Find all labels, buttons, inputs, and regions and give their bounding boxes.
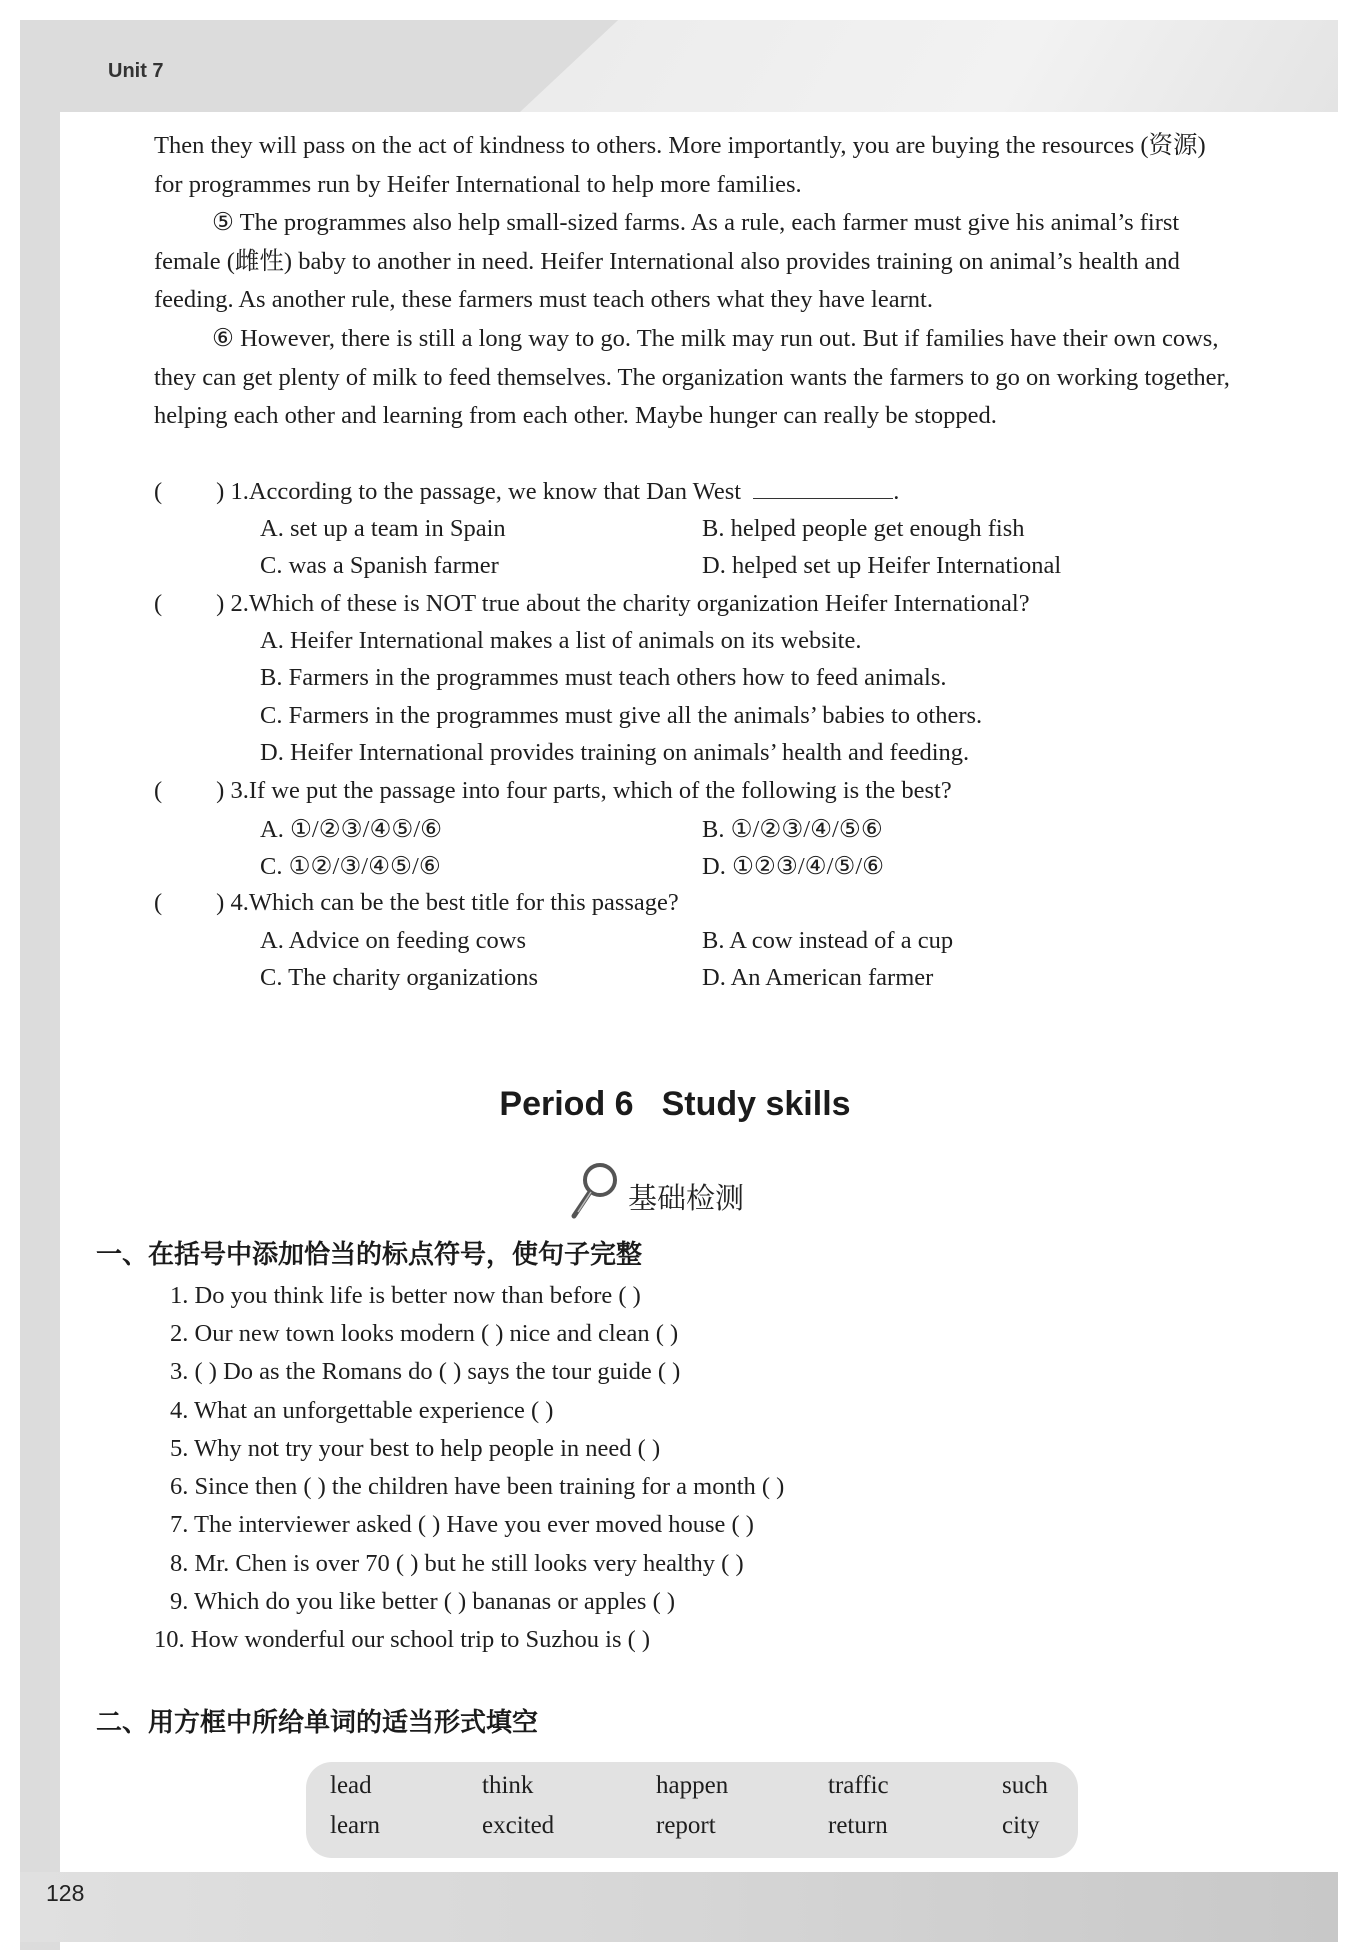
passage-paragraph-6: ⑥ However, there is still a long way to go. The milk may run out. But if families have their own cows, they can get plenty of milk to feed themselves. The organization wants the farmers to go on working together, helping each other and learning from each other. Maybe hunger can really be stopped. [154, 324, 1230, 430]
word-such: such [1002, 1772, 1048, 1799]
passage-paragraph-1: Then they will pass on the act of kindness to others. More importantly, you are buying the resources (资源) for programmes run by Heifer International to help more families. [154, 132, 1206, 198]
period-number: Period 6 [499, 1085, 634, 1123]
word-think: think [482, 1772, 534, 1799]
option-c[interactable]: C. ①②/③/④⑤/⑥ [260, 853, 441, 880]
footer-band [20, 1872, 1338, 1942]
answer-paren-open: ( [154, 590, 163, 617]
list-item[interactable]: 8. Mr. Chen is over 70 ( ) but he still looks very healthy ( ) [170, 1550, 744, 1577]
question-1 [154, 478, 899, 506]
answer-paren-open: ( [154, 478, 163, 505]
list-item[interactable]: 7. The interviewer asked ( ) Have you ever moved house ( ) [170, 1511, 754, 1538]
answer-paren-close: ) [216, 889, 225, 916]
question-4 [154, 889, 679, 917]
option-c[interactable]: C. Farmers in the programmes must give all the animals’ babies to others. [260, 702, 983, 729]
word-excited: excited [482, 1812, 555, 1839]
reading-passage [154, 127, 1234, 436]
list-item[interactable]: 10. How wonderful our school trip to Suzhou is ( ) [154, 1626, 651, 1653]
question-tail: . [893, 478, 900, 505]
question-2 [154, 590, 1030, 618]
word-city: city [1002, 1812, 1040, 1839]
question-stem: If we put the passage into four parts, which of the following is the best? [248, 777, 952, 804]
option-a[interactable]: A. ①/②③/④⑤/⑥ [260, 816, 443, 843]
answer-paren-close: ) [216, 478, 225, 505]
answer-paren-close: ) [216, 777, 225, 804]
list-item[interactable]: 1. Do you think life is better now than before ( ) [170, 1282, 641, 1309]
word-lead: lead [330, 1772, 372, 1799]
option-a[interactable]: A. Advice on feeding cows [260, 927, 527, 954]
basic-check-label: 基础检测 [628, 1181, 745, 1215]
answer-paren-open: ( [154, 777, 163, 804]
word-report: report [656, 1812, 716, 1839]
option-c[interactable]: C. The charity organizations [260, 964, 539, 991]
question-number: 3. [230, 777, 249, 804]
option-c[interactable]: C. was a Spanish farmer [260, 552, 499, 579]
magnifier-icon [568, 1160, 624, 1220]
word-happen: happen [656, 1772, 729, 1799]
word-return: return [828, 1812, 888, 1839]
question-stem: Which can be the best title for this passage? [248, 889, 679, 916]
option-b[interactable]: B. ①/②③/④/⑤⑥ [702, 816, 883, 843]
option-d[interactable]: D. An American farmer [702, 964, 934, 991]
word-box [306, 1762, 1078, 1858]
option-b[interactable]: B. helped people get enough fish [702, 515, 1025, 542]
list-item[interactable]: 4. What an unforgettable experience ( ) [170, 1397, 554, 1424]
unit-label: Unit 7 [108, 60, 164, 82]
section-2-heading: 二、用方框中所给单词的适当形式填空 [96, 1708, 539, 1738]
section-1-heading: 一、在括号中添加恰当的标点符号，使句子完整 [96, 1240, 643, 1270]
option-a[interactable]: A. set up a team in Spain [260, 515, 506, 542]
question-3 [154, 777, 952, 805]
list-item[interactable]: 2. Our new town looks modern ( ) nice and clean ( ) [170, 1320, 679, 1347]
option-b[interactable]: B. Farmers in the programmes must teach others how to feed animals. [260, 664, 947, 691]
passage-paragraph-5: ⑤ The programmes also help small-sized farms. As a rule, each farmer must give his animal’s first female (雌性) baby to another in need. Heifer International also provides training on animal’s health and feeding. As another rule, these farmers must teach others what they have learnt. [154, 209, 1180, 314]
question-number: 1. [230, 478, 249, 505]
question-number: 4. [230, 889, 249, 916]
side-margin-band [20, 20, 60, 1950]
word-traffic: traffic [828, 1772, 889, 1799]
option-a[interactable]: A. Heifer International makes a list of animals on its website. [260, 627, 862, 654]
period-title [0, 1085, 1350, 1124]
list-item[interactable]: 6. Since then ( ) the children have been training for a month ( ) [170, 1473, 785, 1500]
list-item[interactable]: 9. Which do you like better ( ) bananas or apples ( ) [170, 1588, 676, 1615]
page-number: 128 [46, 1880, 85, 1906]
header-highlight [520, 20, 1338, 112]
answer-paren-open: ( [154, 889, 163, 916]
option-d[interactable]: D. helped set up Heifer International [702, 552, 1062, 579]
period-topic: Study skills [661, 1085, 851, 1123]
answer-paren-close: ) [216, 590, 225, 617]
word-learn: learn [330, 1812, 380, 1839]
option-d[interactable]: D. ①②③/④/⑤/⑥ [702, 853, 885, 880]
question-stem: Which of these is NOT true about the charity organization Heifer International? [248, 590, 1030, 617]
list-item[interactable]: 5. Why not try your best to help people in need ( ) [170, 1435, 661, 1462]
question-number: 2. [230, 590, 249, 617]
question-stem: According to the passage, we know that Dan West [248, 478, 742, 505]
option-d[interactable]: D. Heifer International provides training on animals’ health and feeding. [260, 739, 970, 766]
option-b[interactable]: B. A cow instead of a cup [702, 927, 954, 954]
list-item[interactable]: 3. ( ) Do as the Romans do ( ) says the tour guide ( ) [170, 1358, 681, 1385]
answer-blank[interactable] [753, 480, 893, 499]
